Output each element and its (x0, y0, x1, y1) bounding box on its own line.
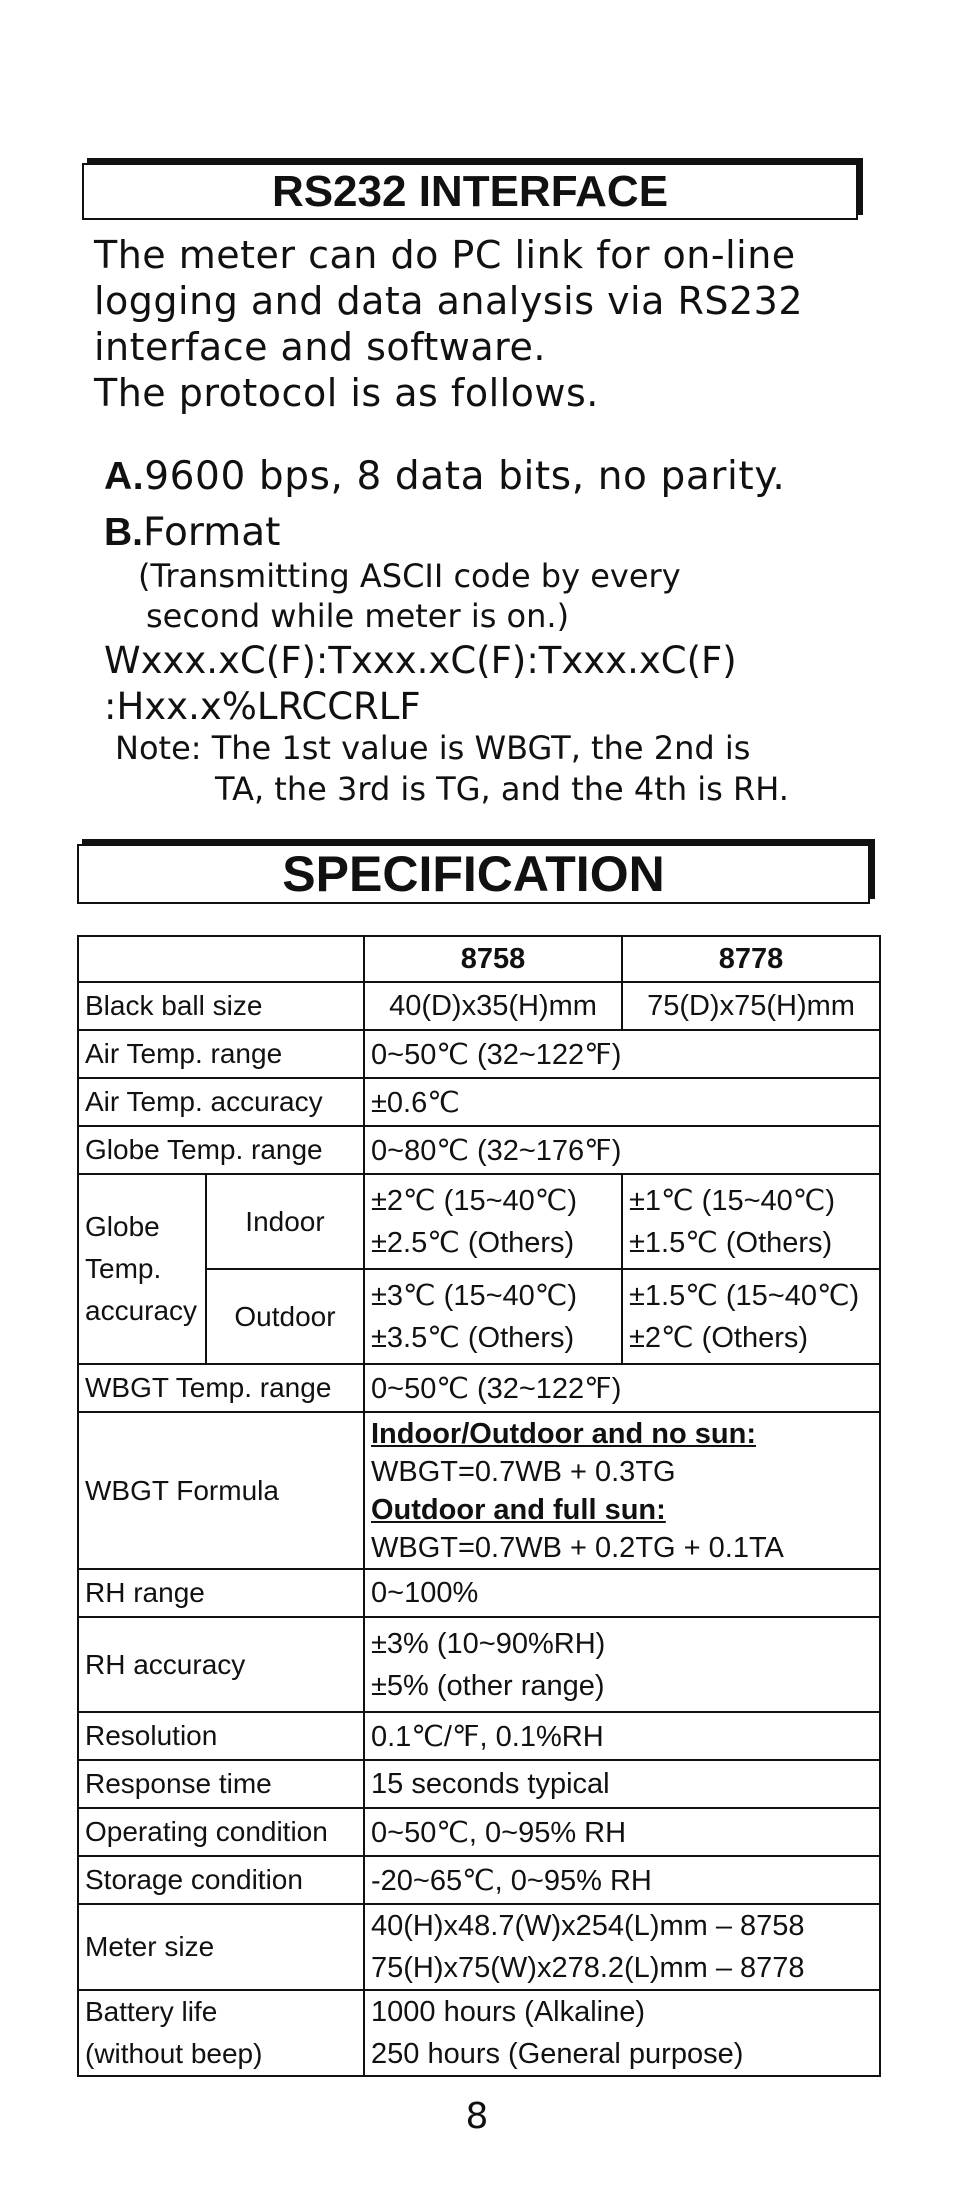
formula-title: Outdoor and full sun: (371, 1493, 666, 1526)
cell-line: ±1℃ (15~40℃) (629, 1184, 836, 1217)
rs232-intro (94, 232, 803, 416)
table-row (78, 1364, 880, 1412)
cell-line: ±1.5℃ (Others) (629, 1226, 833, 1259)
formula-text: WBGT=0.7WB + 0.3TG (371, 1455, 676, 1488)
row-label: Response time (78, 1760, 364, 1808)
table-row (78, 1808, 880, 1856)
cell-line: 1000 hours (Alkaline) (371, 1996, 646, 2028)
intro-line: logging and data analysis via RS232 (94, 279, 804, 323)
cell-line: 75(H)x75(W)x278.2(L)mm – 8778 (371, 1952, 805, 1984)
table-cell: 40(D)x35(H)mm (364, 982, 622, 1030)
label-line: accuracy (85, 1295, 198, 1326)
item-b-letter: B. (104, 511, 143, 554)
row-label: Air Temp. accuracy (78, 1078, 364, 1126)
cell-line: ±5% (other range) (371, 1669, 605, 1702)
item-b (104, 510, 280, 555)
table-cell: ±0.6℃ (364, 1078, 880, 1126)
table-row (78, 1760, 880, 1808)
specification-heading (77, 844, 870, 904)
item-b-sub-line: second while meter is on.) (146, 597, 570, 635)
intro-line: interface and software. (94, 325, 546, 369)
sub-label-indoor: Indoor (206, 1174, 364, 1269)
item-a-letter: A. (104, 455, 145, 498)
table-row (78, 936, 880, 982)
table-row (78, 1856, 880, 1904)
intro-line: The meter can do PC link for on-line (94, 233, 796, 277)
cell-line: ±1.5℃ (15~40℃) (629, 1279, 860, 1312)
protocol-format (104, 638, 737, 730)
table-cell: 15 seconds typical (364, 1760, 880, 1808)
table-cell: 0.1℃/℉, 0.1%RH (364, 1712, 880, 1760)
table-row (78, 1569, 880, 1617)
note-line: Note: The 1st value is WBGT, the 2nd is (115, 729, 751, 767)
table-cell (622, 1174, 880, 1269)
row-label: WBGT Temp. range (78, 1364, 364, 1412)
table-row (78, 1617, 880, 1712)
item-b-text: Format (143, 510, 281, 555)
note-line: TA, the 3rd is TG, and the 4th is RH. (215, 770, 789, 808)
table-cell: 0~80℃ (32~176℉) (364, 1126, 880, 1174)
row-label: Resolution (78, 1712, 364, 1760)
model-header-8778: 8778 (622, 936, 880, 982)
cell-line: ±2℃ (15~40℃) (371, 1184, 578, 1217)
table-row (78, 1412, 880, 1569)
table-cell (622, 1269, 880, 1364)
cell-line: ±3% (10~90%RH) (371, 1627, 606, 1660)
table-row (78, 1078, 880, 1126)
table-cell (364, 1990, 880, 2076)
table-row (78, 1904, 880, 1990)
table-row (78, 1126, 880, 1174)
row-label: Air Temp. range (78, 1030, 364, 1078)
table-row (78, 1030, 880, 1078)
table-row (78, 982, 880, 1030)
cell-line: 40(H)x48.7(W)x254(L)mm – 8758 (371, 1910, 805, 1942)
rs232-heading (82, 163, 858, 220)
cell-line: ±2.5℃ (Others) (371, 1226, 575, 1259)
table-cell: 75(D)x75(H)mm (622, 982, 880, 1030)
cell-line: 250 hours (General purpose) (371, 2038, 744, 2070)
table-cell (364, 1904, 880, 1990)
row-label: RH accuracy (78, 1617, 364, 1712)
item-a (104, 454, 785, 499)
model-header-8758: 8758 (364, 936, 622, 982)
table-cell: 0~50℃, 0~95% RH (364, 1808, 880, 1856)
specification-table (77, 935, 881, 2077)
row-label: Meter size (78, 1904, 364, 1990)
table-row (78, 1990, 880, 2076)
formula-title: Indoor/Outdoor and no sun: (371, 1417, 756, 1450)
table-cell (364, 1617, 880, 1712)
table-cell: 0~100% (364, 1569, 880, 1617)
table-cell: 0~50℃ (32~122℉) (364, 1364, 880, 1412)
specification-heading-text: SPECIFICATION (282, 846, 665, 902)
item-b-sub-line: (Transmitting ASCII code by every (138, 557, 681, 595)
row-label (78, 1174, 206, 1364)
rs232-heading-text: RS232 INTERFACE (271, 166, 669, 216)
protocol-note (115, 728, 789, 810)
item-a-text: 9600 bps, 8 data bits, no parity. (144, 454, 786, 499)
table-cell (364, 1269, 622, 1364)
page-number: 8 (465, 2096, 489, 2137)
row-label: Storage condition (78, 1856, 364, 1904)
cell-line: ±2℃ (Others) (629, 1321, 809, 1354)
protocol-line: :Hxx.x%LRCCRLF (104, 685, 421, 728)
row-label: RH range (78, 1569, 364, 1617)
row-label: Black ball size (78, 982, 364, 1030)
row-label: WBGT Formula (78, 1412, 364, 1569)
table-cell (364, 1412, 880, 1569)
row-label: Globe Temp. range (78, 1126, 364, 1174)
item-b-description (138, 556, 681, 636)
label-line: Battery life (85, 1996, 218, 2027)
cell-line: ±3℃ (15~40℃) (371, 1279, 578, 1312)
cell-line: ±3.5℃ (Others) (371, 1321, 575, 1354)
intro-line: The protocol is as follows. (94, 371, 599, 415)
row-label: Operating condition (78, 1808, 364, 1856)
sub-label-outdoor: Outdoor (206, 1269, 364, 1364)
label-line: Globe (85, 1211, 160, 1242)
label-line: (without beep) (85, 2038, 263, 2069)
table-row (78, 1712, 880, 1760)
protocol-line: Wxxx.xC(F):Txxx.xC(F):Txxx.xC(F) (104, 639, 737, 682)
table-cell: 0~50℃ (32~122℉) (364, 1030, 880, 1078)
table-cell (78, 936, 364, 982)
table-cell (364, 1174, 622, 1269)
formula-text: WBGT=0.7WB + 0.2TG + 0.1TA (371, 1531, 784, 1564)
label-line: Temp. (85, 1253, 162, 1284)
table-row (78, 1174, 880, 1269)
table-cell: -20~65℃, 0~95% RH (364, 1856, 880, 1904)
row-label (78, 1990, 364, 2076)
